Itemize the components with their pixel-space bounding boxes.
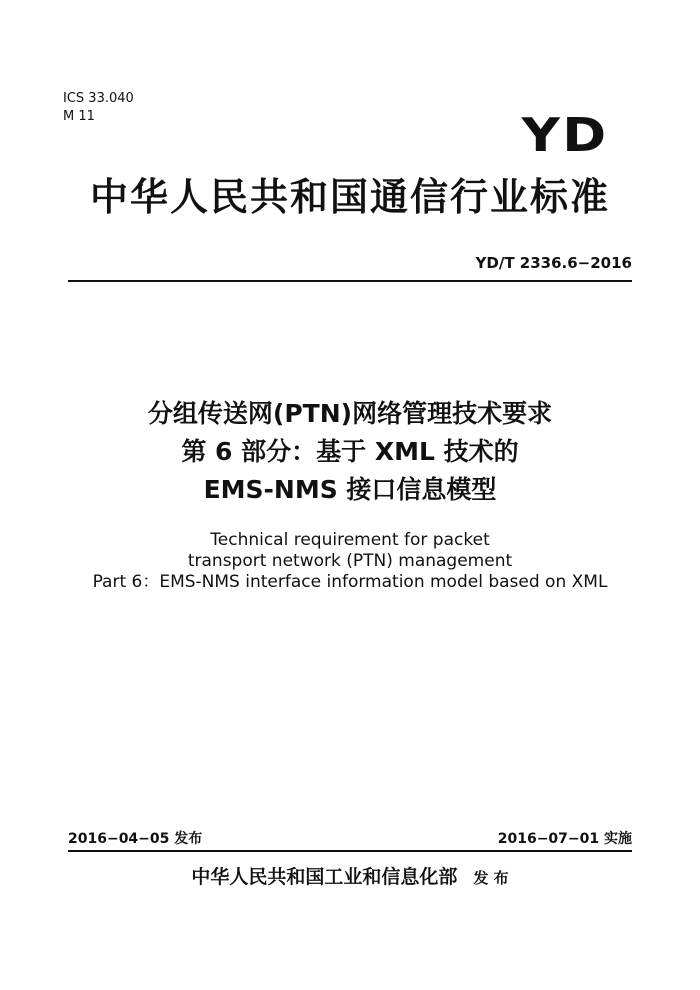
standard-number: YD/T 2336.6−2016 — [475, 254, 632, 272]
english-title-line-2: transport network (PTN) management — [187, 551, 513, 571]
publish-date: 2016−04−05 发布 — [68, 831, 203, 847]
yd-logo: YD — [521, 108, 608, 162]
chinese-title-line-2: 第 6 部分：基于 XML 技术的 — [181, 437, 519, 466]
classification-block — [63, 90, 134, 126]
english-title-line-1: Technical requirement for packet — [210, 530, 490, 550]
issue-word: 发 布 — [473, 869, 509, 887]
english-title — [0, 530, 700, 593]
top-divider — [68, 280, 632, 282]
chinese-title-line-3: EMS-NMS 接口信息模型 — [203, 475, 497, 504]
chinese-title — [0, 395, 700, 509]
implement-date: 2016−07−01 实施 — [497, 831, 632, 847]
issuer-name: 中华人民共和国工业和信息化部 — [191, 866, 458, 888]
category-code: M 11 — [63, 109, 95, 124]
issuer-line — [0, 862, 700, 889]
english-title-line-3: Part 6：EMS-NMS interface information model based on XML — [92, 572, 608, 592]
ics-code: ICS 33.040 — [63, 91, 134, 106]
chinese-title-line-1: 分组传送网(PTN)网络管理技术要求 — [147, 399, 553, 428]
standard-title: 中华人民共和国通信行业标准 — [89, 175, 610, 219]
bottom-divider — [68, 850, 632, 852]
